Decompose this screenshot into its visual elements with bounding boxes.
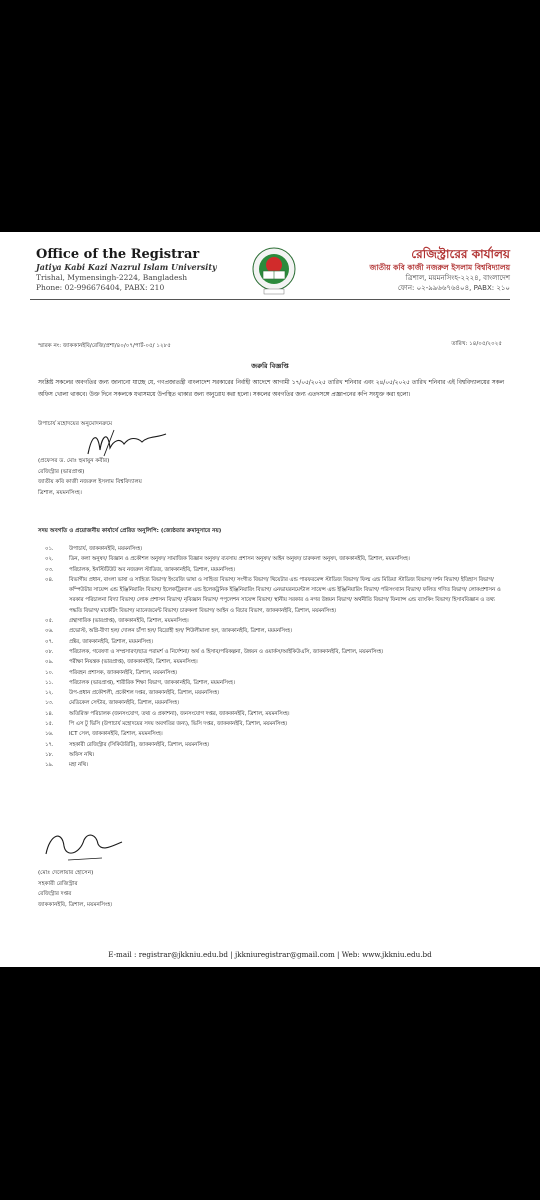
copy-item-number: ১৪. [45,710,54,717]
copy-item-text: পরিচালক, ইনস্টিটিউট অব নজরুল স্টাডিজ, জাককানইবি, ত্রিশাল, ময়মনসিংহ। [69,566,235,573]
copy-item-number: ১০. [45,669,54,676]
copy-item-number: ০৮. [45,648,54,655]
copy-item-text: বিভাগীয় প্রধান, বাংলা ভাষা ও সাহিত্য বিভাগ/ ইংরেজি ভাষা ও সাহিত্য বিভাগ/ সংগীত বিভাগ/ থিয়েটার এন্ড পারফরমেন্স স্টাডিজ বিভাগ/ ফিল্ম এন্ড মিডিয়া স্টাডিজ বিভাগ/ দর্শন বিভাগ/ ইতিহাস বিভাগ/ কম্পিউটার সায়েন্স এন্ড ইঞ্জিনিয়ারিং বিভাগ/ ইলেকট্রিক্যাল এন্ড ইলেকট্রনিক ইঞ্জিনিয়ারিং বিভাগ/ এনভায়রনমেন্টাল সায়েন্স এন্ড ইঞ্জিনিয়ারিং বিভাগ/ পরিসংখ্যান বিভাগ/ ফলিত গণিত বিভাগ/ লোকপ্রশাসন ও সরকার পরিচালনা বিদ্যা বিভাগ/ লোক প্রশাসন বিভাগ/ নৃবিজ্ঞান বিভাগ/ পপুলেশন সায়েন্স বিভাগ/ স্থানীয় সরকার ও নগর উন্নয়ন বিভাগ/ অর্থনীতি বিভাগ/ ফিন্যান্স এন্ড ব্যাংকিং বিভাগ/ হিসাববিজ্ঞান ও তথ্য পদ্ধতি বিভাগ/ মার্কেটিং বিভাগ/ ম্যানেজমেন্ট বিভাগ/ চারুকলা বিভাগ/ আইন ও বিচার বিভাগ, জাককানইবি, ত্রিশাল, ময়মনসিংহ। [69,576,501,614]
copy-item-text: মেডিকেল সেন্টার, জাককানইবি, ত্রিশাল, ময়মনসিংহ। [69,700,180,707]
registrar-org: জাতীয় কবি কাজী নজরুল ইসলাম বিশ্ববিদ্যালয় [38,479,142,485]
copy-list-item [38,554,504,564]
address-en: Trishal, Mymensingh-2224, Bangladesh [36,273,188,282]
address-bn: ত্রিশাল, ময়মনসিংহ-২২২৪, বাংলাদেশ [405,274,510,282]
copy-list-item [38,709,504,719]
header-divider [30,299,510,300]
copy-item-number: ১৯. [45,762,54,769]
notice-subject: জরুরি বিজ্ঞপ্তি [251,362,289,370]
copy-item-number: ০৪. [45,576,54,583]
memo-reference: স্মারক নং: জাককানইবি/রেজি/প্রশা/৪০/০৭/পার্ট-০৫/ ১২৮৫ [38,343,171,349]
copy-item-number: ০১. [45,546,54,552]
copy-list-item [38,750,504,760]
copy-list-item [38,616,504,626]
assistant-registrar-dept: রেজিস্ট্রার দপ্তর [38,891,72,897]
copy-list-item [38,740,504,750]
copy-item-number: ০৫. [45,618,54,625]
copy-list-item [38,719,504,729]
copy-item-text: প্রভোস্ট, অগ্নি-বীণা হল/ দোলন চাঁপা হল/ বিদ্রোহী হল/ শিউলীমালা হল, জাককানইবি, ত্রিশাল, ময়মনসিংহ। [69,628,292,635]
copy-item-number: ১৬. [45,731,54,738]
copy-item-number: ১৫. [45,721,54,728]
copy-list-item [38,544,504,554]
university-name-bn: জাতীয় কবি কাজী নজরুল ইসলাম বিশ্ববিদ্যালয় [369,263,510,272]
copy-list-item [38,729,504,739]
office-title-en: Office of the Registrar [36,247,200,262]
assistant-registrar-block [38,868,112,910]
assistant-registrar-signature [40,824,130,864]
copy-list-title: সদয় অবগতি ও প্রয়োজনীয় কার্যার্থে প্রেরিত অনুলিপি: (জ্যেষ্ঠতার ক্রমানুসারে নয়) [38,528,222,534]
assistant-registrar-title: সহকারী রেজিস্ট্রার [38,880,78,887]
registrar-signature [80,426,180,460]
copy-list-item [38,626,504,636]
copy-list-item [38,760,504,770]
copy-item-text: পি এস টু ভিসি (উপাচার্য মহোদয়ের সদয় অবগতির জন্য), ভিসি দপ্তর, জাককানইবি, ত্রিশাল, ময়মনসিংহ। [69,721,288,728]
copy-item-text: পরিচালক, গবেষণা ও সম্প্রসারণ/ছাত্র পরামর্শ ও নির্দেশনা/ অর্থ ও হিসাব/পরিকল্পনা, উন্নয়ন ও ওয়ার্কস/আইকিউএসি, জাককানইবি, ত্রিশাল, ময়মনসিংহ। [69,648,384,655]
copy-item-number: ১৩. [45,700,54,707]
copy-item-number: ০৩. [45,566,54,573]
copy-item-text: পরীক্ষা নিয়ন্ত্রক (ভারপ্রাপ্ত), জাককানইবি, ত্রিশাল, ময়মনসিংহ। [69,659,198,666]
copy-item-number: ০৬. [45,628,54,635]
copy-item-text: পরিবহন প্রশাসক, জাককানইবি, ত্রিশাল, ময়মনসিংহ। [69,669,178,676]
header-bangla [295,247,510,293]
copy-list-item [38,678,504,688]
assistant-registrar-place: জাককানইবি, ত্রিশাল, ময়মনসিংহ। [38,901,113,908]
copy-item-text: গ্রন্থাগারিক (ভারপ্রাপ্ত), জাককানইবি, ত্রিশাল, ময়মনসিংহ। [69,618,189,625]
copy-list-item [38,688,504,698]
approval-line: উপাচার্য মহোদয়ের অনুমোদনক্রমে [38,421,113,427]
copy-item-text: অতিরিক্ত পরিচালক (জনসংযোগ, তথ্য ও প্রকাশনা), জনসংযোগ দপ্তর, জাককানইবি, ত্রিশাল, ময়মনসিংহ। [69,710,290,717]
registrar-title: রেজিস্ট্রার (ভারপ্রাপ্ত) [38,468,85,475]
copy-item-number: ১১. [45,679,54,686]
notice-body: সংশ্লিষ্ট সকলের অবগতির জন্য জানানো যাচ্ছে যে, গণপ্রজাতন্ত্রী বাংলাদেশ সরকারের নির্বাহী আদেশে আগামী ১৭/০৫/২০২৫ তারিখ শনিবার এবং ২৪/০৫/২০২৫ তারিখ শনিবার এই বিশ্ববিদ্যালয়ের সকল অফিস খোলা থাকবে। উক্ত দিনে সকলকে যথাসময়ে উপস্থিত থাকার জন্য অনুরোধ করা হলো। সকলের অবগতির জন্য এতদসঙ্গে প্রজ্ঞাপনের কপি সংযুক্ত করা হলো। [38,380,504,398]
document-page [0,232,540,967]
copy-item-number: ০৯. [45,659,54,666]
copy-item-number: ১৭. [45,741,54,748]
registrar-name: (প্রফেসর ড. মোঃ হুমায়ুন কবীর) [38,458,110,464]
copy-list-item [38,565,504,575]
copy-item-text: অফিস নথি। [69,751,95,758]
copy-list-item [38,647,504,657]
copy-item-number: ১২. [45,690,54,697]
phone-en: Phone: 02-996676404, PABX: 210 [36,283,165,292]
registrar-signature-block [38,456,142,498]
university-name-en: Jatiya Kabi Kazi Nazrul Islam University [36,262,217,272]
copy-item-number: ০২. [45,556,54,563]
memo-date: তারিখ: ১৪/০৫/২০২৫ [451,341,502,347]
copy-item-number: ১৮. [45,751,54,758]
office-title-bn: রেজিস্ট্রারের কার্যালয় [411,247,510,261]
copy-item-text: ডিন, কলা অনুষদ/ বিজ্ঞান ও প্রকৌশল অনুষদ/ সামাজিক বিজ্ঞান অনুষদ/ ব্যবসায় প্রশাসন অনুষদ/ আইন অনুষদ/ চারুকলা অনুষদ, জাককানইবি, ত্রিশাল, ময়মনসিংহ। [69,556,410,563]
copy-item-text: উপ-প্রধান প্রকৌশলী, প্রকৌশল দপ্তর, জাককানইবি, ত্রিশাল, ময়মনসিংহ। [69,690,220,697]
copy-item-text: মহা নথি। [69,762,88,769]
copy-item-text: প্রক্টর, জাককানইবি, ত্রিশাল, ময়মনসিংহ। [69,638,153,645]
copy-list [38,544,504,771]
university-logo [250,246,298,296]
copy-item-text: সহকারী রেজিস্ট্রার (সিকিউরিটি), জাককানইবি, ত্রিশাল, ময়মনসিংহ। [69,741,210,748]
copy-list-item [38,668,504,678]
assistant-registrar-name: (মোঃ দেলোয়ার হোসেন) [38,870,94,876]
copy-item-text: পরিচালক (ভারপ্রাপ্ত), শারীরিক শিক্ষা বিভাগ, জাককানইবি, ত্রিশাল, ময়মনসিংহ। [69,679,235,686]
copy-item-text: উপাচার্য, জাককানইবি, ময়মনসিংহ। [69,546,143,552]
footer-contact: E-mail : registrar@jkkniu.edu.bd | jkkniuregistrar@gmail.com | Web: www.jkkniu.edu.bd [108,950,432,959]
phone-bn: ফোন: ০২-৯৯৬৬৭৬৪০৪, PABX: ২১০ [397,284,510,292]
copy-item-number: ০৭. [45,638,54,645]
copy-list-item [38,698,504,708]
registrar-place: ত্রিশাল, ময়মনসিংহ। [38,489,82,496]
copy-list-item [38,637,504,647]
copy-list-item [38,575,504,616]
copy-item-text: ICT সেল, জাককানইবি, ত্রিশাল, ময়মনসিংহ। [69,731,163,738]
copy-list-item [38,657,504,667]
header-english [36,247,246,293]
